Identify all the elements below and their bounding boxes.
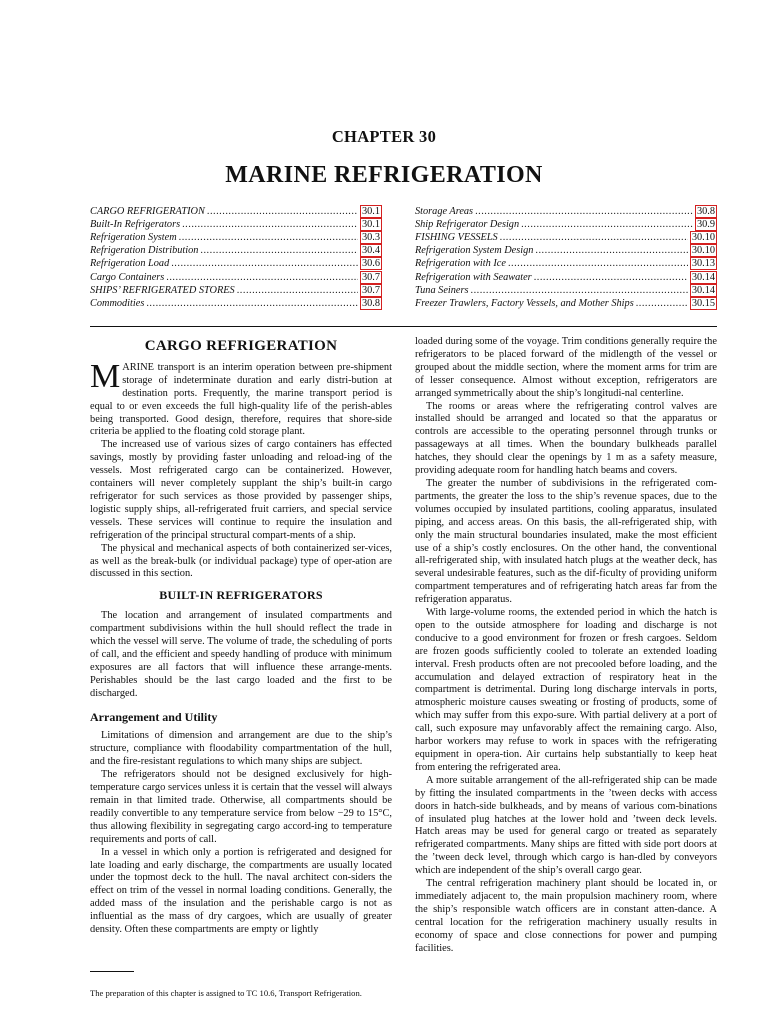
paragraph-intro	[90, 357, 392, 439]
toc-entry-label: Commodities	[90, 297, 145, 309]
toc-entry[interactable]	[415, 231, 717, 244]
header-rule	[90, 326, 717, 327]
paragraph: The increased use of various sizes of cargo containers has effected savings, mostly by providing faster unloading and reload-ing of the vessels. Most refrigerated cargo can be containerized. However, containers will never completely supplant the ship’s built-in cargo refrigerator for such services as those provided by passenger ships, logistic supply ships, all-refrigerated fruit carriers, and special service vessels. These services will continue to require the insulation and refrigeration of the principal structural compart-ments of a ship.	[90, 439, 392, 541]
toc-entry-label: Built-In Refrigerators	[90, 219, 181, 231]
paragraph: Limitations of dimension and arrangement are due to the ship’s structure, compliance with floodability compartmentation of the hull, and the fire-resistant regulations to which many ships are subject.	[90, 730, 392, 768]
toc-leader-dots	[475, 205, 693, 218]
toc-page-link[interactable]: 30.15	[691, 297, 715, 309]
toc-entry-label: Cargo Containers	[90, 271, 165, 283]
paragraph: loaded during some of the voyage. Trim conditions generally require the refrigerators to be placed forward of the midlength of the vessel or grouped about the middle section, where the moment arms for trim are of lesser consequence. Almost without exception, refrigerators are arranged symmetrically about the ship’s longitudi-nal centerline.	[415, 336, 717, 399]
chapter-number: CHAPTER 30	[331, 127, 437, 146]
toc-leader-dots	[471, 284, 688, 297]
toc-leader-dots	[500, 231, 688, 244]
section-title-built-in-refrigerators: BUILT-IN REFRIGERATORS	[159, 588, 323, 603]
paragraph: The location and arrangement of insulated compartments and compartment subdivisions within the hull should reflect the trade in which the vessel will serve. The volume of trade, the scheduling of ports of call, and the efficient and speedy handling of produce with minimum exposures are all factors that will influence these arrange-ments. Perishables should be the last cargo loaded and the first to be discharged.	[90, 610, 392, 699]
paragraph-intro-text: ARINE transport is an interim operation between pre-shipment storage of indeterminate duration and early distri-bution at destination ports. Frequently, the marine transport period is equal to or even exceeds the full high-quality life of the perish-ables being transported. Good design, therefore, requires that shore-side criteria be applied to the floating cold storage plant.	[90, 361, 392, 438]
toc-leader-dots	[166, 271, 358, 284]
left-column	[90, 336, 392, 937]
paragraph: In a vessel in which only a portion is refrigerated and designed for late loading and early discharge, the compartments are usually located under the topmost deck to the hull. The naval architect con-siders the effect on trim of the vessel in normal loading conditions. Generally, the added mass of the insulation and the perishable cargo is not as influential as the mass of dry cargoes, which are usually of greater density. Often these compartments are empty or lightly	[90, 846, 392, 936]
section-title-cargo-refrigeration: CARGO REFRIGERATION	[144, 338, 338, 354]
footnote: The preparation of this chapter is assigned to TC 10.6, Transport Refrigeration.	[90, 988, 362, 998]
paragraph: The rooms or areas where the refrigerating control valves are installed should be arranged and located so that the apparatus or controls are accessible to the operating personnel through trunks or passageways at all times. When the boundary bulkheads parallel hatches, they should clear the openings by 1 m as a safety measure, providing adequate room for handling hatch beams and covers.	[415, 400, 717, 477]
paragraph: A more suitable arrangement of the all-refrigerated ship can be made by fitting the insulated compartments in the ’tween decks with access doors in hatch-side bulkheads, and by means of various com-binations of insulated plug hatches at the lower hold and ’tween deck levels. Hatch areas may be used for general cargo or treated as separately refrigerated compartments. Many ships are fitted with side port doors at the ’tween deck level, through which cargo is han-dled by conveyors which are independent of the ship’s overall cargo gear.	[415, 774, 717, 877]
toc-entry[interactable]	[90, 257, 382, 270]
toc-entry-label: Refrigeration System	[90, 232, 177, 244]
toc-page-link[interactable]: 30.7	[361, 284, 380, 296]
toc-entry-label: Refrigeration Load	[90, 258, 170, 270]
toc-entry-label: Ship Refrigerator Design	[415, 219, 520, 231]
toc-page-link[interactable]: 30.14	[691, 271, 715, 283]
toc-left	[90, 205, 382, 310]
toc-entry[interactable]	[415, 270, 717, 283]
toc-entry[interactable]	[90, 284, 382, 297]
toc-leader-dots	[207, 205, 358, 218]
toc-page-link[interactable]: 30.10	[691, 245, 715, 257]
toc-page-link[interactable]: 30.14	[691, 284, 715, 296]
toc-leader-dots	[508, 257, 688, 270]
toc-page-link[interactable]: 30.1	[361, 219, 380, 231]
toc-entry-label: Refrigeration with Ice	[415, 258, 506, 270]
section-title-arrangement-utility: Arrangement and Utility	[90, 709, 218, 724]
toc-leader-dots	[535, 244, 687, 257]
toc-entry-label: Refrigeration System Design	[415, 245, 534, 257]
toc-page-link[interactable]: 30.8	[361, 297, 380, 309]
toc-leader-dots	[534, 271, 688, 284]
toc-leader-dots	[179, 231, 358, 244]
toc-entry[interactable]	[90, 231, 382, 244]
paragraph: The physical and mechanical aspects of both containerized ser-vices, as well as the break-bulk (or individual package) type of oper-ation are discussed in this section.	[90, 542, 392, 580]
toc-entry-label: Freezer Trawlers, Factory Vessels, and Mother Ships	[415, 297, 634, 309]
toc-entry-label: CARGO REFRIGERATION	[90, 206, 205, 218]
toc-page-link[interactable]: 30.10	[691, 232, 715, 244]
footnote-rule	[90, 971, 134, 972]
toc-entry[interactable]	[415, 284, 717, 297]
paragraph: The central refrigeration machinery plant should be located in, or immediately adjacent to, the main propulsion machinery room, where the ship’s responsible watch officers are in constant atten-dance. A central location for the refrigeration machinery usually results in economy of space and close connections for power and pumping facilities.	[415, 878, 717, 954]
toc-entry-label: Storage Areas	[415, 206, 474, 218]
toc-page-link[interactable]: 30.6	[361, 258, 380, 270]
toc-entry[interactable]	[415, 244, 717, 257]
toc-leader-dots	[200, 244, 358, 257]
toc-entry-label: FISHING VESSELS	[415, 232, 498, 244]
toc-page-link[interactable]: 30.3	[361, 232, 380, 244]
toc-entry-label: Tuna Seiners	[415, 284, 469, 296]
toc-entry[interactable]	[90, 297, 382, 310]
toc-leader-dots	[171, 257, 358, 270]
paragraph: With large-volume rooms, the extended period in which the hatch is open to the outside atmosphere for loading and discharge is not conducive to a good environment for frozen or fresh cargoes. Seldom are frozen goods sufficiently cooled to tolerate an extended loading interval. Fresh products often are not precooled before loading, and the accumulation and delayed extraction of respiratory heat in the compartment is detrimental. During long discharge intervals in ports, atmospheric moisture causes sweating or frosting of products, some of which may suffer from this expo-sure. With partial delivery at a port of call, such exposure may unfavorably affect the remaining cargo. Also, harbor workers may refuse to work in spaces with the refrigerating equipment in opera-tion. Air curtains help substantially to keep heat from entering the refrigerated area.	[415, 607, 717, 773]
toc-entry[interactable]	[415, 205, 717, 218]
toc-page-link[interactable]: 30.8	[696, 206, 715, 218]
toc-leader-dots	[237, 284, 358, 297]
toc-entry[interactable]	[415, 257, 717, 270]
toc-leader-dots	[146, 297, 358, 310]
chapter-title: MARINE REFRIGERATION	[225, 162, 543, 188]
right-column	[415, 336, 717, 956]
toc-entry[interactable]	[90, 270, 382, 283]
toc-right	[415, 205, 717, 310]
toc-entry[interactable]	[415, 297, 717, 310]
toc-entry[interactable]	[415, 218, 717, 231]
toc-page-link[interactable]: 30.7	[361, 271, 380, 283]
drop-cap: M	[90, 357, 121, 395]
toc-leader-dots	[521, 218, 693, 231]
toc-page-link[interactable]: 30.9	[696, 219, 715, 231]
toc-entry[interactable]	[90, 205, 382, 218]
toc-leader-dots	[636, 297, 688, 310]
toc-leader-dots	[182, 218, 358, 231]
toc-page-link[interactable]: 30.4	[361, 245, 380, 257]
toc-entry[interactable]	[90, 244, 382, 257]
toc-entry-label: Refrigeration Distribution	[90, 245, 199, 257]
toc-page-link[interactable]: 30.13	[691, 258, 715, 270]
paragraph: The refrigerators should not be designed exclusively for high-temperature cargo services unless it is certain that the vessel will always remain in that limited trade. Otherwise, all compartments should be readily convertible to any temperature service from below −29 to 15°C, thus allowing flexibility in segregating cargo accord-ing to temperature requirements and ports of call.	[90, 769, 392, 845]
paragraph: The greater the number of subdivisions in the refrigerated com-partments, the greater the loss to the ship’s revenue spaces, due to the volumes occupied by insulated partitions, cooling apparatus, insulated piping, and access areas. On this basis, the all-refrigerated ship, with only the main structural boundaries insulated, make the most efficient use of a ship’s costly enclosures. On the other hand, the conventional all-refrigerated ship, with insulated hatch plugs at the weather deck, has several undesirable features, such as the dif-ficulty of providing uniform compartment temperatures and of refrigerating hatch areas far from the refrigeration apparatus.	[415, 477, 717, 606]
toc-entry-label: SHIPS’ REFRIGERATED STORES	[90, 284, 235, 296]
toc-entry-label: Refrigeration with Seawater	[415, 271, 532, 283]
toc-page-link[interactable]: 30.1	[361, 206, 380, 218]
toc-entry[interactable]	[90, 218, 382, 231]
